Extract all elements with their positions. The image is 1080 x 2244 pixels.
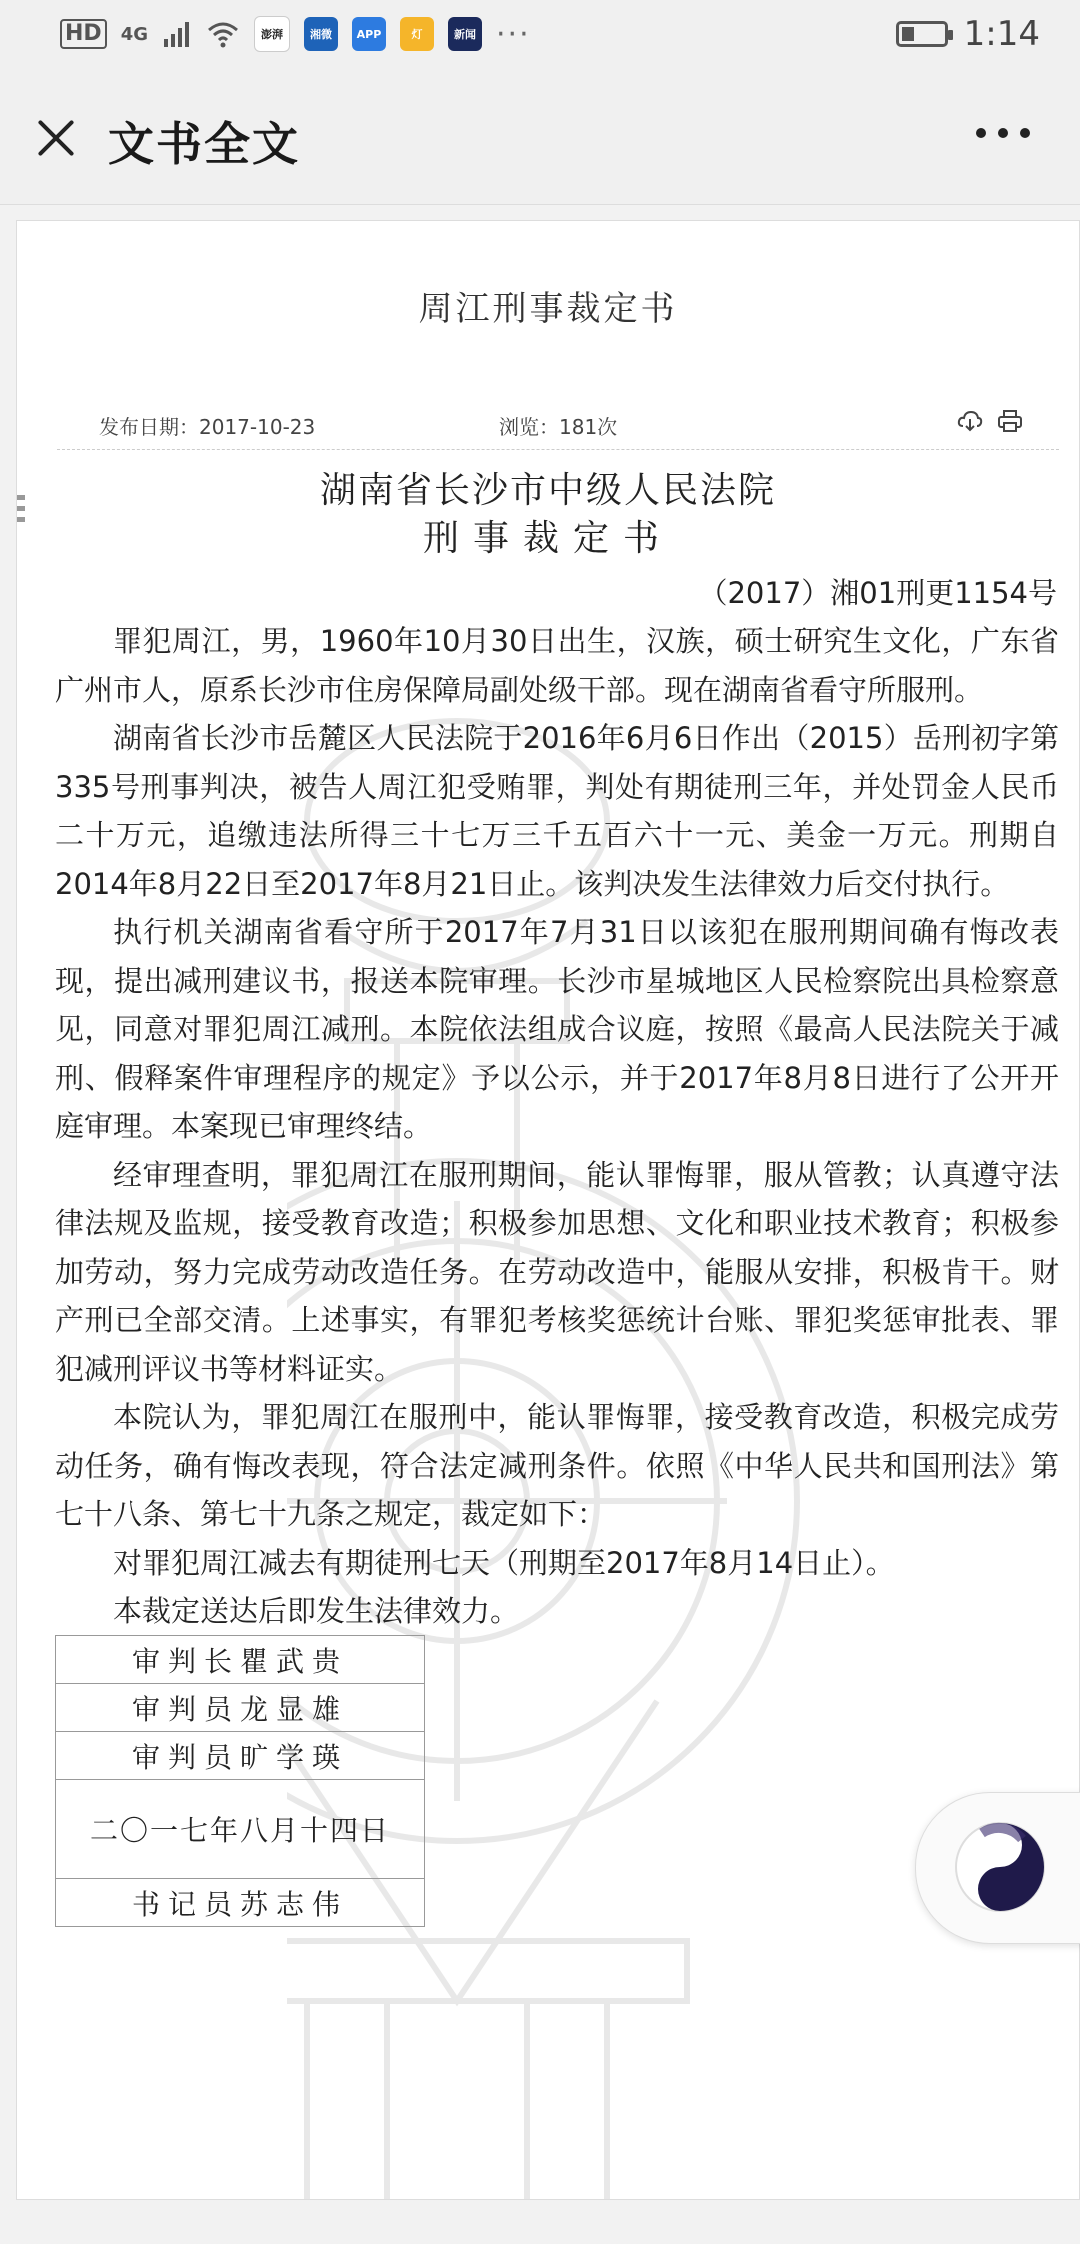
paragraph-proposal: 执行机关湖南省看守所于2017年7月31日以该犯在服刑期间确有悔改表现，提出减刑建议书，报送本院审理。长沙市星城地区人民检察院出具检察意见，同意对罪犯周江减刑。本院依法组成合议庭，按照《最高人民法院关于减刑、假释案件审理程序的规定》予以公示，并于2017年8月8日进行了公开开庭审理。本案现已审理终结。	[55, 915, 1059, 1143]
clock: 1:14	[963, 14, 1040, 54]
page-title: 文书全文	[108, 117, 300, 171]
app-notification-icon: APP	[352, 17, 386, 51]
presiding-judge: 审判长瞿武贵	[56, 1636, 425, 1684]
paragraph-original-judgment: 湖南省长沙市岳麓区人民法院于2016年6月6日作出（2015）岳刑初字第335号刑事判决，被告人周江犯受贿罪，判处有期徒刑三年，并处罚金人民币二十万元，追缴违法所得三十七万三千五百六十一元、美金一万元。刑期自2014年8月22日至2017年8月21日止。该判决发生法律效力后交付执行。	[55, 721, 1059, 901]
signal-indicator: 4G	[120, 23, 148, 45]
document-card	[16, 220, 1080, 2200]
document-type: 刑事裁定书	[422, 518, 673, 559]
court-heading	[17, 467, 1079, 563]
view-count: 浏览：181次	[499, 415, 618, 439]
meta-divider	[57, 449, 1059, 450]
paragraph-ruling: 对罪犯周江减去有期徒刑七天（刑期至2017年8月14日止）。	[113, 1545, 895, 1580]
app-notification-icon: 新闻	[448, 17, 482, 51]
ruling-date: 二〇一七年八月十四日	[56, 1780, 425, 1879]
download-icon[interactable]	[957, 409, 983, 433]
app-notification-icon: 灯	[400, 17, 434, 51]
app-header	[0, 72, 1080, 205]
floating-assistant-button[interactable]	[915, 1792, 1080, 1944]
paragraph-effect: 本裁定送达后即发生法律效力。	[113, 1594, 520, 1628]
document-body	[55, 617, 1059, 1636]
close-icon[interactable]	[30, 112, 82, 164]
app-notification-icon: 澎湃	[254, 16, 290, 52]
wifi-icon	[206, 19, 240, 49]
court-name: 湖南省长沙市中级人民法院	[319, 470, 776, 511]
signature-table	[55, 1635, 425, 1927]
battery-icon	[896, 21, 948, 47]
more-icon[interactable]	[976, 128, 1030, 138]
case-number: （2017）湘01刑更1154号	[698, 576, 1057, 610]
paragraph-defendant: 罪犯周江，男，1960年10月30日出生，汉族，硕士研究生文化，广东省广州市人，原系长沙市住房保障局副处级干部。现在湖南省看守所服刑。	[55, 624, 1059, 707]
app-notification-icon: 湘微	[304, 17, 338, 51]
document-title: 周江刑事裁定书	[418, 289, 678, 329]
publish-date: 发布日期：2017-10-23	[99, 415, 316, 439]
paragraph-findings: 经审理查明，罪犯周江在服刑期间，能认罪悔罪，服从管教；认真遵守法律法规及监规，接受教育改造；积极参加思想、文化和职业技术教育；积极参加劳动，努力完成劳动改造任务。在劳动改造中，能服从安排，积极肯干。财产刑已全部交清。上述事实，有罪犯考核奖惩统计台账、罪犯奖惩审批表、罪犯减刑评议书等材料证实。	[55, 1157, 1059, 1386]
judge-2: 审判员旷学瑛	[56, 1732, 425, 1780]
print-icon[interactable]	[997, 409, 1023, 433]
more-notifications-icon: ···	[496, 16, 531, 52]
hd-indicator: HD	[60, 19, 107, 49]
yin-yang-icon	[952, 1819, 1048, 1915]
paragraph-opinion: 本院认为，罪犯周江在服刑中，能认罪悔罪，接受教育改造，积极完成劳动任务，确有悔改表现，符合法定减刑条件。依照《中华人民共和国刑法》第七十八条、第七十九条之规定，裁定如下：	[55, 1400, 1059, 1531]
status-bar	[0, 0, 1080, 72]
clerk: 书记员苏志伟	[56, 1879, 425, 1927]
judge-1: 审判员龙显雄	[56, 1684, 425, 1732]
signal-bars-icon	[162, 19, 192, 49]
